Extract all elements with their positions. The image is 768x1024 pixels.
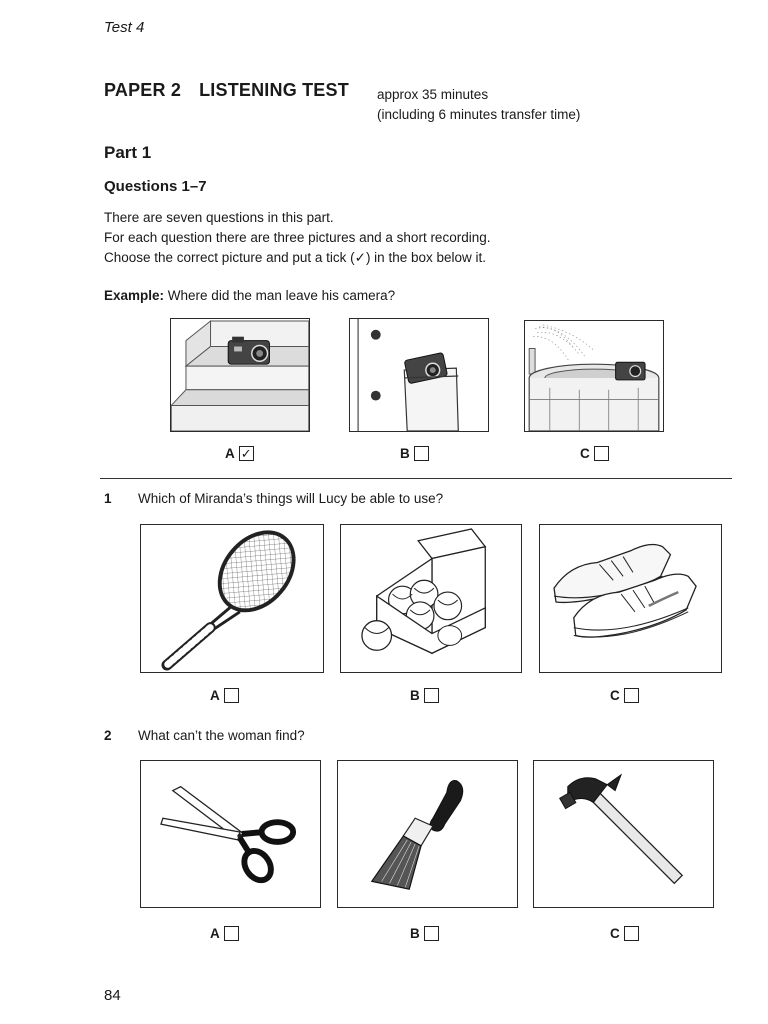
hammer-illustration	[534, 761, 713, 907]
question-1-option-b	[410, 688, 439, 703]
answer-checkbox[interactable]	[224, 926, 239, 941]
trainers-illustration	[540, 525, 721, 672]
option-letter: B	[410, 688, 420, 703]
question-1-number: 1	[104, 491, 112, 506]
section-divider	[100, 478, 732, 479]
option-letter: A	[225, 446, 235, 461]
duration-note	[377, 85, 580, 125]
example-label: Example:	[104, 288, 165, 303]
option-letter: C	[610, 926, 620, 941]
question-1-option-c	[610, 688, 639, 703]
question-1-text: Which of Miranda’s things will Lucy be able to use?	[138, 491, 444, 506]
answer-checkbox[interactable]	[224, 688, 239, 703]
instruction-line: Choose the correct picture and put a tick (✓) in the box below it.	[104, 250, 487, 265]
question-1-option-a	[210, 688, 239, 703]
option-letter: C	[580, 446, 590, 461]
question-2-picture-b-paintbrush	[337, 760, 518, 908]
scissors-illustration	[141, 761, 320, 907]
question-2-option-a	[210, 926, 239, 941]
camera-icon	[228, 337, 269, 365]
option-letter: C	[610, 688, 620, 703]
question-2-text: What can’t the woman find?	[138, 728, 305, 743]
question-1-picture-c-trainers	[539, 524, 722, 673]
example-question	[104, 288, 395, 303]
running-head: Test 4	[104, 19, 145, 36]
option-letter: B	[410, 926, 420, 941]
option-letter: A	[210, 926, 220, 941]
answer-checkbox[interactable]	[424, 688, 439, 703]
example-picture-b-camera-in-pocket	[349, 318, 489, 432]
question-1-picture-a-tennis-racket	[140, 524, 324, 673]
camera-in-pocket-illustration	[350, 319, 488, 431]
answer-checkbox[interactable]	[414, 446, 429, 461]
answer-checkbox[interactable]	[624, 688, 639, 703]
tennis-racket-illustration	[141, 525, 323, 672]
camera-by-sink-illustration	[525, 321, 663, 431]
question-2-number: 2	[104, 728, 112, 743]
example-picture-a-camera-on-steps	[170, 318, 310, 432]
questions-heading: Questions 1–7	[104, 178, 207, 195]
answer-checkbox[interactable]	[594, 446, 609, 461]
page-number: 84	[104, 987, 121, 1004]
answer-checkbox[interactable]	[624, 926, 639, 941]
paper-title	[104, 80, 349, 101]
instructions	[104, 208, 490, 268]
example-picture-c-camera-by-sink	[524, 320, 664, 432]
example-question-text: Where did the man leave his camera?	[167, 288, 396, 303]
part-heading: Part 1	[104, 143, 152, 162]
option-letter: A	[210, 688, 220, 703]
question-1-picture-b-box-of-tennis-balls	[340, 524, 522, 673]
example-option-b	[400, 446, 429, 461]
paintbrush-illustration	[338, 761, 517, 907]
answer-checkbox[interactable]: ✓	[239, 446, 254, 461]
option-letter: B	[400, 446, 410, 461]
question-2-picture-c-hammer	[533, 760, 714, 908]
box-of-tennis-balls-illustration	[341, 525, 521, 672]
instruction-line: There are seven questions in this part.	[104, 210, 334, 225]
camera-on-steps-illustration	[171, 319, 309, 431]
instruction-line: For each question there are three pictures and a short recording.	[104, 230, 491, 245]
example-option-c	[580, 446, 609, 461]
answer-checkbox[interactable]	[424, 926, 439, 941]
example-option-a	[225, 446, 254, 461]
section-title: LISTENING TEST	[199, 80, 349, 100]
question-2-option-c	[610, 926, 639, 941]
camera-icon	[616, 362, 645, 380]
question-2-option-b	[410, 926, 439, 941]
question-2-picture-a-scissors	[140, 760, 321, 908]
paper-label: PAPER 2	[104, 80, 182, 100]
duration-line-1: approx 35 minutes	[377, 87, 489, 102]
racket-handle	[167, 628, 210, 665]
duration-line-2: (including 6 minutes transfer time)	[377, 107, 581, 122]
